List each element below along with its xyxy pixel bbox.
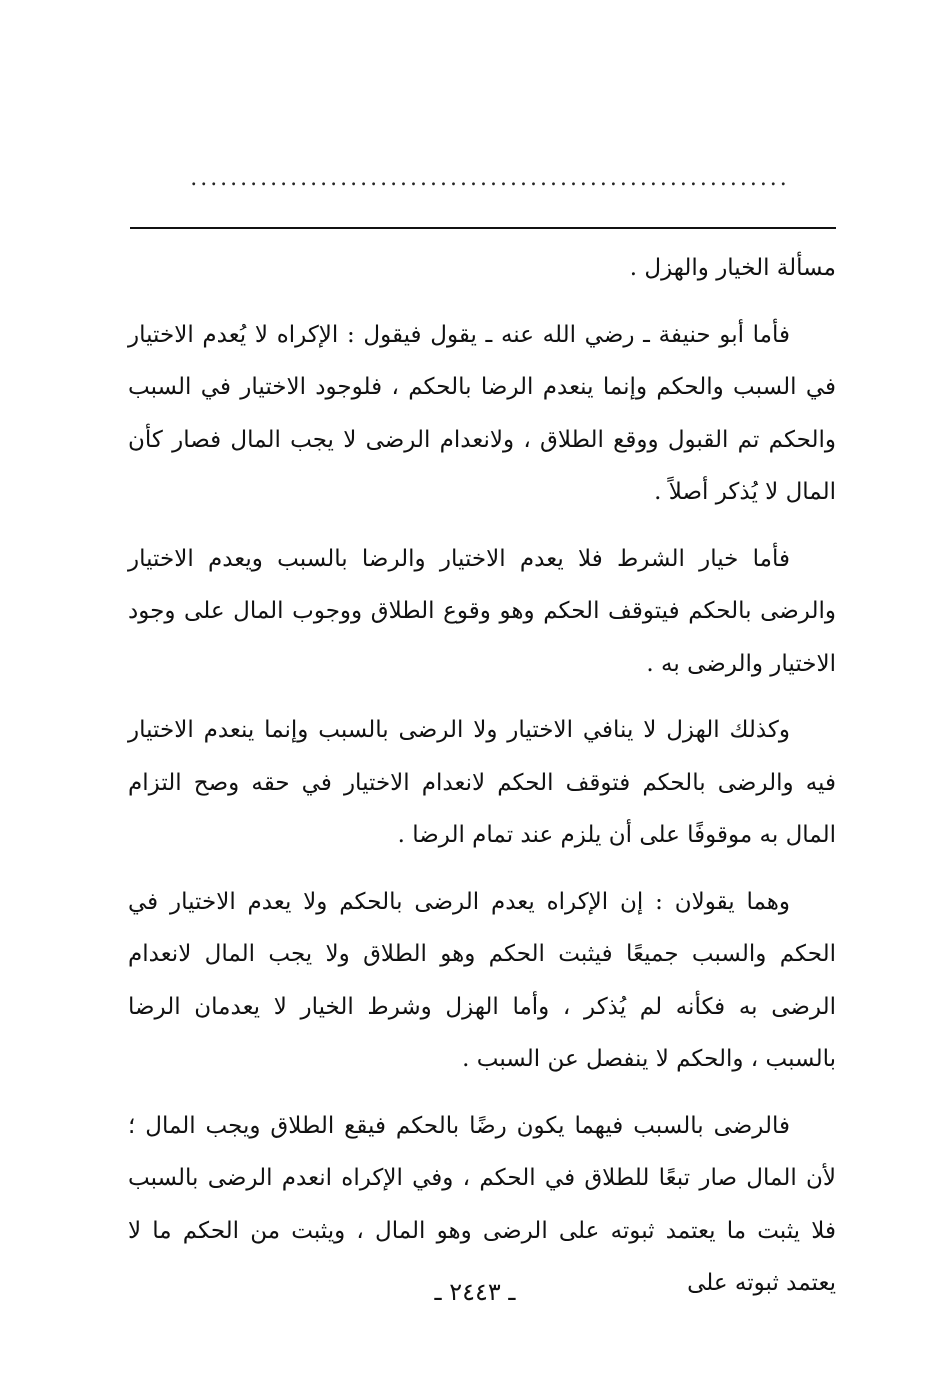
paragraph: وهما يقولان : إن الإكراه يعدم الرضى بالحكم ولا يعدم الاختيار في الحكم والسبب جميعًا فيثبت الحكم وهو الطلاق ولا يجب المال لانعدام الرضى به فكأنه لم يُذكر ، وأما الهزل وشرط الخيار لا يعدمان الرضا بالسبب ، والحكم لا ينفصل عن السبب . [128, 888, 836, 1072]
paragraph: فأما خيار الشرط فلا يعدم الاختيار والرضا بالسبب ويعدم الاختيار والرضى بالحكم فيتوقف الحكم وهو وقوع الطلاق ووجوب المال على وجود الاختيار والرضى به . [128, 545, 836, 677]
page-number: ـ ٢٤٤٣ ـ [434, 1278, 516, 1306]
page-body [128, 242, 836, 1310]
header-rule [130, 227, 836, 229]
header-dotted-line: ............................................................ [190, 166, 790, 191]
paragraph: فالرضى بالسبب فيهما يكون رضًا بالحكم فيقع الطلاق ويجب المال ؛ لأن المال صار تبعًا للطلاق في الحكم ، وفي الإكراه انعدم الرضى بالسبب فلا يثبت ما يعتمد ثبوته على الرضى وهو المال ، ويثبت من الحكم ما لا يعتمد ثبوته على [128, 1112, 836, 1296]
paragraph: مسألة الخيار والهزل . [629, 255, 836, 281]
paragraph: وكذلك الهزل لا ينافي الاختيار ولا الرضى بالسبب وإنما ينعدم الاختيار فيه والرضى بالحكم فتوقف الحكم لانعدام الاختيار في حقه وصح التزام المال به موقوفًا على أن يلزم عند تمام الرضا . [128, 717, 836, 848]
paragraph: فأما أبو حنيفة ـ رضي الله عنه ـ يقول فيقول : الإكراه لا يُعدم الاختيار في السبب والحكم وإنما ينعدم الرضا بالحكم ، فلوجود الاختيار في السبب والحكم تم القبول ووقع الطلاق ، ولانعدام الرضى لا يجب المال فصار كأن المال لا يُذكر أصلاً . [128, 321, 836, 505]
